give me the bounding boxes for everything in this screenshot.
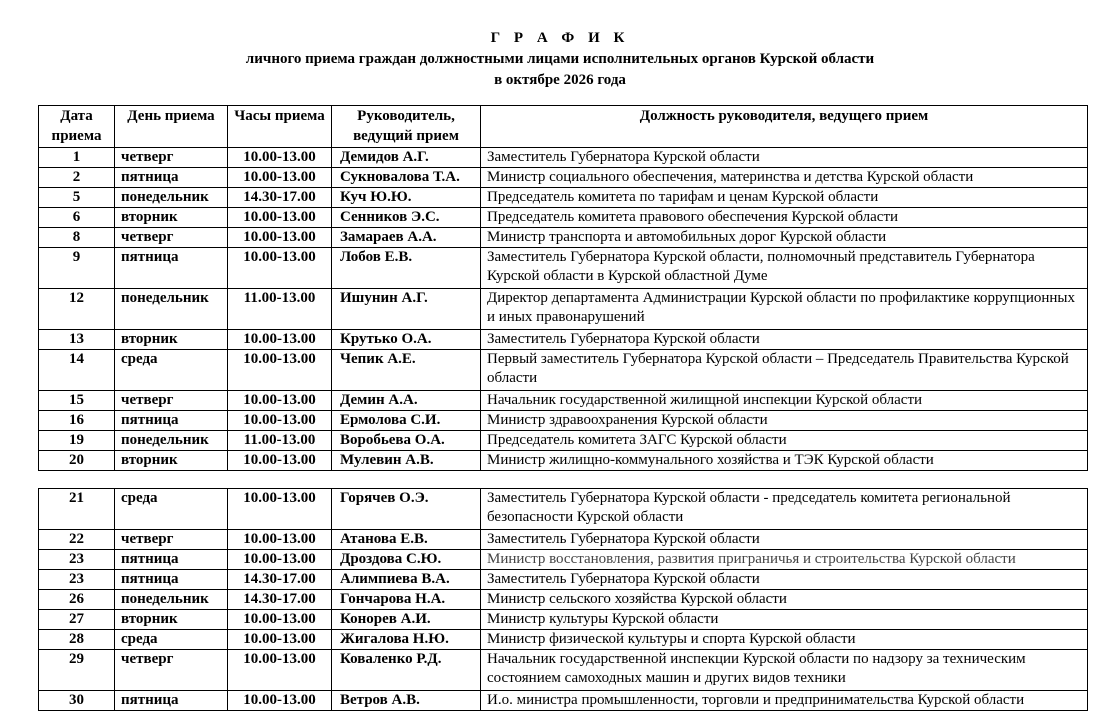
- cell-hours: 10.00-13.00: [228, 391, 332, 411]
- cell-hours: 10.00-13.00: [228, 550, 332, 570]
- cell-hours: 10.00-13.00: [228, 148, 332, 168]
- cell-position: Начальник государственной жилищной инспекции Курской области: [481, 391, 1088, 411]
- cell-head-name: Лобов Е.В.: [332, 248, 481, 289]
- column-header-date: Дата приема: [39, 106, 115, 148]
- table-row: [39, 590, 1088, 610]
- cell-hours: 10.00-13.00: [228, 330, 332, 350]
- cell-date: 1: [39, 148, 115, 168]
- table-row: [39, 168, 1088, 188]
- table-row: [39, 289, 1088, 330]
- cell-head-name: Жигалова Н.Ю.: [332, 630, 481, 650]
- cell-head-name: Дроздова С.Ю.: [332, 550, 481, 570]
- cell-hours: 10.00-13.00: [228, 451, 332, 471]
- cell-hours: 14.30-17.00: [228, 590, 332, 610]
- cell-date: 26: [39, 590, 115, 610]
- cell-head-name: Коваленко Р.Д.: [332, 650, 481, 691]
- table-row: [39, 431, 1088, 451]
- cell-day: четверг: [115, 391, 228, 411]
- document-title: Г Р А Ф И К: [490, 30, 630, 46]
- cell-date: 30: [39, 691, 115, 711]
- cell-hours: 10.00-13.00: [228, 168, 332, 188]
- table-row: [39, 330, 1088, 350]
- cell-head-name: Сукновалова Т.А.: [332, 168, 481, 188]
- cell-date: 15: [39, 391, 115, 411]
- schedule-table-part-2: [38, 488, 1088, 711]
- cell-date: 8: [39, 228, 115, 248]
- cell-date: 22: [39, 530, 115, 550]
- cell-date: 28: [39, 630, 115, 650]
- table-header-row: [39, 106, 1088, 148]
- cell-head-name: Горячев О.Э.: [332, 489, 481, 530]
- cell-head-name: Замараев А.А.: [332, 228, 481, 248]
- cell-hours: 10.00-13.00: [228, 350, 332, 391]
- cell-hours: 14.30-17.00: [228, 188, 332, 208]
- cell-position: Директор департамента Администрации Курской области по профилактике коррупционных и иных правонарушений: [481, 289, 1088, 330]
- cell-position: И.о. министра промышленности, торговли и предпринимательства Курской области: [481, 691, 1088, 711]
- cell-position: Министр сельского хозяйства Курской области: [481, 590, 1088, 610]
- cell-head-name: Алимпиева В.А.: [332, 570, 481, 590]
- cell-head-name: Демин А.А.: [332, 391, 481, 411]
- cell-hours: 10.00-13.00: [228, 630, 332, 650]
- cell-date: 23: [39, 550, 115, 570]
- cell-position: Заместитель Губернатора Курской области: [481, 148, 1088, 168]
- cell-hours: 11.00-13.00: [228, 289, 332, 330]
- cell-hours: 11.00-13.00: [228, 431, 332, 451]
- cell-head-name: Ветров А.В.: [332, 691, 481, 711]
- cell-hours: 10.00-13.00: [228, 650, 332, 691]
- table-row: [39, 188, 1088, 208]
- cell-date: 2: [39, 168, 115, 188]
- cell-day: пятница: [115, 570, 228, 590]
- cell-position: Председатель комитета ЗАГС Курской области: [481, 431, 1088, 451]
- cell-day: вторник: [115, 451, 228, 471]
- cell-head-name: Куч Ю.Ю.: [332, 188, 481, 208]
- table-row: [39, 451, 1088, 471]
- cell-day: четверг: [115, 148, 228, 168]
- cell-date: 16: [39, 411, 115, 431]
- cell-date: 6: [39, 208, 115, 228]
- cell-head-name: Атанова Е.В.: [332, 530, 481, 550]
- cell-day: среда: [115, 350, 228, 391]
- cell-position: Заместитель Губернатора Курской области: [481, 330, 1088, 350]
- cell-day: пятница: [115, 691, 228, 711]
- cell-date: 13: [39, 330, 115, 350]
- column-header-head: Руководитель, ведущий прием: [332, 106, 481, 148]
- table-row: [39, 650, 1088, 691]
- cell-date: 23: [39, 570, 115, 590]
- cell-head-name: Конорев А.И.: [332, 610, 481, 630]
- table-row: [39, 630, 1088, 650]
- cell-head-name: Сенников Э.С.: [332, 208, 481, 228]
- cell-position: Министр культуры Курской области: [481, 610, 1088, 630]
- cell-position: Министр здравоохранения Курской области: [481, 411, 1088, 431]
- cell-day: пятница: [115, 168, 228, 188]
- cell-day: понедельник: [115, 590, 228, 610]
- document-header: [0, 28, 1108, 91]
- cell-date: 12: [39, 289, 115, 330]
- cell-position: Заместитель Губернатора Курской области: [481, 570, 1088, 590]
- column-header-hours: Часы приема: [228, 106, 332, 148]
- cell-head-name: Воробьева О.А.: [332, 431, 481, 451]
- cell-hours: 10.00-13.00: [228, 228, 332, 248]
- cell-day: среда: [115, 630, 228, 650]
- cell-position: Министр восстановления, развития приграничья и строительства Курской области: [481, 550, 1088, 570]
- cell-hours: 10.00-13.00: [228, 248, 332, 289]
- cell-hours: 10.00-13.00: [228, 208, 332, 228]
- cell-day: пятница: [115, 248, 228, 289]
- cell-position: Начальник государственной инспекции Курской области по надзору за техническим состоянием самоходных машин и других видов техники: [481, 650, 1088, 691]
- cell-position: Заместитель Губернатора Курской области, полномочный представитель Губернатора Курской области в Курской областной Думе: [481, 248, 1088, 289]
- cell-day: четверг: [115, 650, 228, 691]
- cell-day: вторник: [115, 330, 228, 350]
- cell-head-name: Гончарова Н.А.: [332, 590, 481, 610]
- cell-day: понедельник: [115, 289, 228, 330]
- table-row: [39, 550, 1088, 570]
- cell-day: понедельник: [115, 188, 228, 208]
- cell-position: Председатель комитета по тарифам и ценам Курской области: [481, 188, 1088, 208]
- cell-date: 9: [39, 248, 115, 289]
- cell-day: среда: [115, 489, 228, 530]
- cell-hours: 10.00-13.00: [228, 411, 332, 431]
- cell-day: вторник: [115, 610, 228, 630]
- cell-position: Министр физической культуры и спорта Курской области: [481, 630, 1088, 650]
- cell-date: 20: [39, 451, 115, 471]
- document-subtitle: личного приема граждан должностными лицами исполнительных органов Курской области: [245, 51, 875, 67]
- cell-date: 5: [39, 188, 115, 208]
- cell-position: Министр социального обеспечения, материнства и детства Курской области: [481, 168, 1088, 188]
- table-row: [39, 391, 1088, 411]
- cell-day: четверг: [115, 530, 228, 550]
- cell-day: пятница: [115, 411, 228, 431]
- cell-date: 14: [39, 350, 115, 391]
- cell-day: понедельник: [115, 431, 228, 451]
- cell-hours: 10.00-13.00: [228, 610, 332, 630]
- table-row: [39, 248, 1088, 289]
- table-row: [39, 489, 1088, 530]
- table-row: [39, 570, 1088, 590]
- cell-hours: 10.00-13.00: [228, 489, 332, 530]
- table-row: [39, 350, 1088, 391]
- cell-position: Министр жилищно-коммунального хозяйства и ТЭК Курской области: [481, 451, 1088, 471]
- cell-date: 21: [39, 489, 115, 530]
- cell-head-name: Ишунин А.Г.: [332, 289, 481, 330]
- cell-hours: 10.00-13.00: [228, 530, 332, 550]
- cell-date: 19: [39, 431, 115, 451]
- cell-day: четверг: [115, 228, 228, 248]
- cell-head-name: Чепик А.Е.: [332, 350, 481, 391]
- cell-head-name: Демидов А.Г.: [332, 148, 481, 168]
- cell-date: 27: [39, 610, 115, 630]
- cell-day: пятница: [115, 550, 228, 570]
- table-row: [39, 411, 1088, 431]
- column-header-position: Должность руководителя, ведущего прием: [481, 106, 1088, 148]
- document-period: в октябре 2026 года: [494, 72, 626, 88]
- table-row: [39, 148, 1088, 168]
- cell-position: Заместитель Губернатора Курской области - председатель комитета региональной безопасности Курской области: [481, 489, 1088, 530]
- cell-head-name: Ермолова С.И.: [332, 411, 481, 431]
- cell-date: 29: [39, 650, 115, 691]
- cell-position: Министр транспорта и автомобильных дорог Курской области: [481, 228, 1088, 248]
- cell-day: вторник: [115, 208, 228, 228]
- column-header-day: День приема: [115, 106, 228, 148]
- table-row: [39, 691, 1088, 711]
- table-row: [39, 530, 1088, 550]
- table-row: [39, 208, 1088, 228]
- cell-hours: 14.30-17.00: [228, 570, 332, 590]
- cell-position: Председатель комитета правового обеспечения Курской области: [481, 208, 1088, 228]
- cell-position: Заместитель Губернатора Курской области: [481, 530, 1088, 550]
- cell-hours: 10.00-13.00: [228, 691, 332, 711]
- schedule-table-part-1: [38, 105, 1088, 471]
- cell-head-name: Мулевин А.В.: [332, 451, 481, 471]
- table-row: [39, 610, 1088, 630]
- table-row: [39, 228, 1088, 248]
- cell-head-name: Крутько О.А.: [332, 330, 481, 350]
- cell-position: Первый заместитель Губернатора Курской области – Председатель Правительства Курской области: [481, 350, 1088, 391]
